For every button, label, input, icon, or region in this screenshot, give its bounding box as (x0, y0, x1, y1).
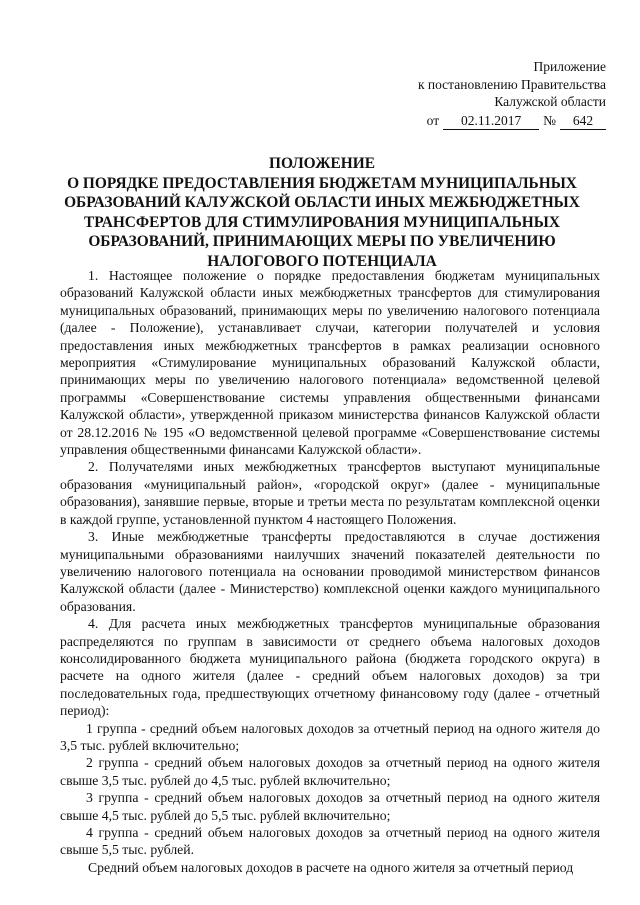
document-title (60, 154, 584, 272)
title-heading: ПОЛОЖЕНИЕ (269, 155, 375, 172)
number-label: № (543, 112, 556, 128)
group-3-item: 3 группа - средний объем налоговых доходов за отчетный период на одного жителя свыше 4,5 тыс. рублей до 5,5 тыс. рублей включительно; (60, 790, 600, 823)
group-2-item: 2 группа - средний объем налоговых доходов за отчетный период на одного жителя свыше 3,5 тыс. рублей до 4,5 тыс. рублей включительно; (60, 755, 600, 788)
approval-number: 642 (560, 112, 606, 131)
paragraph-2: 2. Получателями иных межбюджетных трансфертов выступают муниципальные образования «муниципальный район», «городской округ» (далее - муниципальные образования), занявшие первые, вторые и третьи места по результатам комплексной оценки в каждой группе, установленной пунктом 4 настоящего Положения. (60, 459, 600, 527)
paragraph-5: Средний объем налоговых доходов в расчете на одного жителя за отчетный период (88, 859, 574, 875)
approval-line-1: Приложение (533, 59, 606, 74)
paragraph-4: 4. Для расчета иных межбюджетных трансфертов муниципальные образования распределяются по группам в зависимости от среднего объема налоговых доходов консолидированного бюджета муниципального района (бюджета городского округа) в расчете на одного жителя (далее - средний объем налоговых доходов) за три последовательных года, предшествующих отчетному финансовому году (далее - отчетный период): (60, 616, 600, 719)
group-1-item: 1 группа - средний объем налоговых доходов за отчетный период на одного жителя до 3,5 тыс. рублей включительно; (60, 720, 600, 753)
paragraph-3: 3. Иные межбюджетные трансферты предоставляются в случае достижения муниципальными образованиями наилучших значений показателей деятельности по увеличению налогового потенциала на основании проводимой министерством финансов Калужской области (далее - Министерство) комплексной оценки каждого муниципального образования. (60, 529, 600, 614)
document-body (60, 267, 600, 876)
approval-block (418, 58, 606, 130)
approval-date: 02.11.2017 (443, 112, 539, 131)
from-label: от (426, 112, 440, 128)
approval-line-3: Калужской области (494, 94, 606, 109)
group-4-item: 4 группа - средний объем налоговых доходов за отчетный период на одного жителя свыше 5,5 тыс. рублей. (60, 825, 600, 858)
approval-line-2: к постановлению Правительства (417, 76, 606, 92)
title-subheading: О ПОРЯДКЕ ПРЕДОСТАВЛЕНИЯ БЮДЖЕТАМ МУНИЦИПАЛЬНЫХ ОБРАЗОВАНИЙ КАЛУЖСКОЙ ОБЛАСТИ ИНЫХ МЕЖБЮДЖЕТНЫХ ТРАНСФЕРТОВ ДЛЯ СТИМУЛИРОВАНИЯ МУНИЦИПАЛЬНЫХ ОБРАЗОВАНИЙ, ПРИНИМАЮЩИХ МЕРЫ ПО УВЕЛИЧЕНИЮ НАЛОГОВОГО ПОТЕНЦИАЛА (64, 174, 580, 270)
approval-date-number (418, 112, 606, 131)
paragraph-1: 1. Настоящее положение о порядке предоставления бюджетам муниципальных образований Калужской области иных межбюджетных трансфертов для стимулирования муниципальных образований, принимающих меры по увеличению налогового потенциала (далее - Положение), устанавливает случаи, категории получателей и условия предоставления иных межбюджетных трансфертов в рамках реализации основного мероприятия «Стимулирование муниципальных образований Калужской области, принимающих меры по увеличению налогового потенциала» ведомственной целевой программы «Совершенствование системы управления общественными финансами Калужской области», утвержденной приказом министерства финансов Калужской области от 28.12.2016 № 195 «О ведомственной целевой программе «Совершенствование системы управления общественными финансами Калужской области». (60, 268, 600, 458)
